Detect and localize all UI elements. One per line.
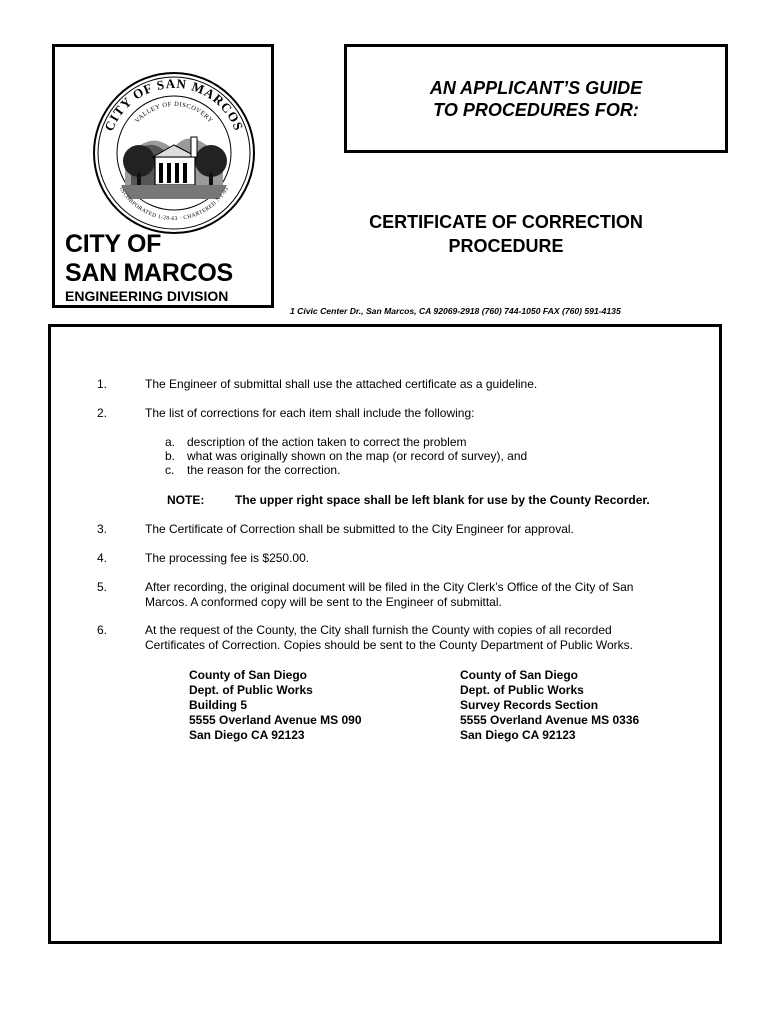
address-line: 5555 Overland Avenue MS 0336 — [460, 713, 640, 727]
item-text: The list of corrections for each item shall include the following: — [145, 406, 475, 420]
note-label: NOTE: — [167, 493, 205, 507]
address-line: San Diego CA 92123 — [460, 728, 576, 742]
address-line: Dept. of Public Works — [189, 683, 313, 697]
procedure-title-line2: PROCEDURE — [448, 236, 564, 256]
contact-address: 1 Civic Center Dr., San Marcos, CA 92069-2918 (760) 744-1050 FAX (760) 591-4135 — [290, 306, 621, 316]
seal-sub-text: VALLEY OF DISCOVERY — [133, 100, 215, 125]
note-text: The upper right space shall be left blank for use by the County Recorder. — [235, 493, 650, 507]
procedure-title-line1: CERTIFICATE OF CORRECTION — [369, 212, 643, 232]
division-label: ENGINEERING DIVISION — [65, 288, 229, 304]
note — [167, 493, 650, 508]
sub-item-letter: b. — [165, 449, 176, 463]
sub-item-letter: a. — [165, 435, 176, 449]
city-seal-logo — [87, 65, 261, 239]
procedure-title — [344, 210, 668, 258]
procedure-content-box — [48, 324, 722, 944]
item-text: After recording, the original document will be filed in the City Clerk’s Office of the City of San Marcos. A conformed copy will be sent to the Engineer of submittal. — [145, 580, 634, 609]
address-line: San Diego CA 92123 — [189, 728, 305, 742]
address-line: Survey Records Section — [460, 698, 599, 712]
county-address-left — [189, 668, 362, 743]
item-text: The Certificate of Correction shall be submitted to the City Engineer for approval. — [145, 522, 574, 536]
address-line: Dept. of Public Works — [460, 683, 584, 697]
city-title — [65, 230, 233, 288]
address-line: County of San Diego — [460, 668, 578, 682]
address-line: Building 5 — [189, 698, 247, 712]
guide-title-line2: TO PROCEDURES FOR: — [433, 100, 639, 120]
county-address-right — [460, 668, 639, 743]
sub-list-item — [165, 449, 527, 464]
item-number: 1. — [97, 377, 108, 391]
sub-item-text: the reason for the correction. — [187, 463, 341, 477]
city-title-line1: CITY OF — [65, 230, 162, 258]
item-number: 3. — [97, 522, 108, 536]
sub-item-letter: c. — [165, 463, 175, 477]
item-number: 5. — [97, 580, 108, 594]
city-title-line2: SAN MARCOS — [65, 259, 233, 287]
seal-bottom-text: INCORPORATED 1-28-63 · CHARTERED 7-1-93 — [117, 186, 231, 223]
seal-top-text: CITY OF SAN MARCOS — [101, 75, 247, 134]
sub-list-item — [165, 463, 340, 478]
address-line: County of San Diego — [189, 668, 307, 682]
guide-title-box — [344, 44, 728, 153]
address-line: 5555 Overland Avenue MS 090 — [189, 713, 362, 727]
sub-item-text: what was originally shown on the map (or record of survey), and — [187, 449, 528, 463]
city-logo-box — [52, 44, 274, 308]
item-number: 6. — [97, 623, 108, 637]
item-text: The processing fee is $250.00. — [145, 551, 310, 565]
sub-item-text: description of the action taken to correct the problem — [187, 435, 467, 449]
item-number: 2. — [97, 406, 108, 420]
item-text: The Engineer of submittal shall use the attached certificate as a guideline. — [145, 377, 538, 391]
item-number: 4. — [97, 551, 108, 565]
guide-title-line1: AN APPLICANT’S GUIDE — [429, 78, 643, 98]
item-text: At the request of the County, the City shall furnish the County with copies of all recorded Certificates of Correction. Copies should be sent to the County Department of Public Works. — [145, 623, 634, 652]
sub-list-item — [165, 435, 467, 450]
